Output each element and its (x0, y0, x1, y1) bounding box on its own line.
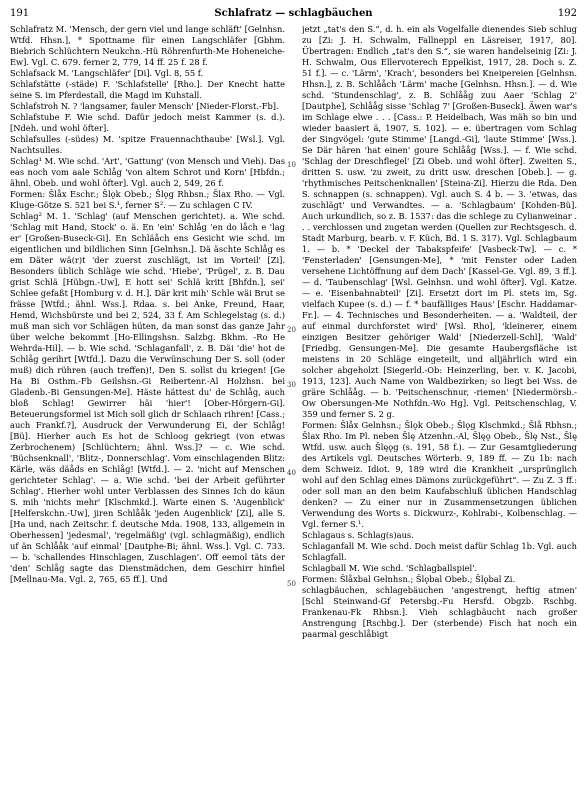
dictionary-entry: Schlafsulles (-südes) M. 'spitze Frauennachthaube' [Wsl.]. Vgl. Nachtsulles. (10, 134, 285, 155)
line-number: 10 (287, 161, 296, 169)
line-number-gutter (285, 24, 302, 800)
line-number: 40 (287, 469, 296, 477)
dictionary-entry: Schlagball M. Wie schd. 'Schlagballspiel'. (302, 563, 478, 573)
running-title: Schlafratz — schlagbäuchen (214, 8, 373, 19)
dictionary-entry: Schlafstube F. Wie schd. Dafür jedoch meist Kammer (s. d.). [Ndeh. und wohl öfter]. (10, 112, 285, 133)
right-page-number: 192 (557, 8, 577, 19)
dictionary-entry: Schlag¹ M. Wie schd. 'Art', 'Gattung' (von Mensch und Vieh). Das eas noch vom aale Schlåg 'von altem Schrot und Korn' [Hbfdn.; ähnl. Obeb. und wohl öfter]. Vgl. auch 2, 549, 26 f. (10, 156, 285, 188)
right-column (302, 24, 577, 800)
dictionary-entry: Formen: Šlåx Gelnhsn.; Šlǫk Obeb.; Šlǫg Klschmkd.; Šlå Rbhsn.; Šlax Rho. Im Pl. neben Šlę Atzenhn.-Al, Šlęǫ Obeb., Šlę Nst., Šlę Wtfd. usw. auch Šlęǫg (s. 191, 58 f.). — Zur Gesamtgliederung des Artikels vgl. Deutsches Wörterb. 9, 189 ff. — Zu 1b: nach dem Schweiz. Idiot. 9, 189 wird die Krankheit „ursprünglich wohl auf den Schlag eines Dämons zurückgeführt“. — Zu Z. 3 ff.: oder soll man an den beim Kaufabschluß üblichen Handschlag denken? — Zu einer nur in Zusammensetzungen üblichen Verwendung des Worts s. Dickwurz-, Kohlrabi-, Kolbenschlag. — Vgl. ferner S.¹. (302, 420, 577, 529)
dictionary-entry: Schlafratz M. 'Mensch, der gern viel und lange schläft' [Gelnhsn. Wtfd. Hhsn.], * Spottname für einen Langschläfer [Gbhm. Biebrich Schlüchtern Neukchn.-Hü Röhrenfurth-Me Hoheneiche-Ew]. Vgl. C. 679. ferner 2, 779, 14 ff. 25 f. 28 f. (10, 24, 285, 67)
line-number: 50 (287, 580, 296, 588)
dictionary-entry: Schlafstroh N. ? 'langsamer, fauler Mensch' [Nieder-Florst.-Fb]. (10, 101, 279, 111)
dictionary-entry: Schlafsack M. 'Langschläfer' [Di]. Vgl. 8, 55 f. (10, 68, 204, 78)
dictionary-entry: Schlag² M. 1. 'Schlag' (auf Menschen gerichtet). a. Wie schd. 'Schlag mit Hand, Stock' o. ä. En 'ein' Schlåg 'en do låch e 'lag er' [Großen-Buseck-Gi]. En Schläåch ens Gesicht wie schd. im eigentlichen und bildlichen Sinn [Gelnhsn.]. Dä äschte Schlåg es em Däter wä(r)t 'der zuerst zuschlägt, ist im Vorteil' [Zi]. Besonders üblich Schläge wie schd. 'Hiebe', 'Prügel', z. B. Dau grist Schlä [Hübgn.-Uw], E hott sei' Schlä kritt [Bhfdn.], sei' Schlee gefaßt [Homburg v. d. H.]. Där krit mih' Schle wäi Brut se frässe [Wtfd.; ähnl. Wss.]. Rdaa. s. bei Anke, Freund, Haar, Hemd, Wichsbürste und bei 2, 524, 33 f. Am Schlegelstag (s. d.) muß man sich vor Schlägen hüten, da man sonst das ganze Jahr über welche bekommt [Ho-Ellingshsn. Salzbg. Bkhm. -Ro He Wehrda-Hil]. — b. Wie schd. 'Schlaganfall', z. B. Däi 'die' hot de Schlåg gerihrt [Wtfd.]. Dazu die Verwünschung Der S. soll (oder muß) dich rühren (auch treffen)!, Den S. sollst du kriegen! [Ge Ha Bi Osthm.-Fb Geilshsn.-Gi Reibertenr.-Al Holzhsn. bei Gladenb.-Bi Gensungen-Me]. Häste hättest du' de Schlåg, auch bloß Schlag! Gewirrer häi 'hier'! [Ober-Hörgern-Gi]. Beteuerungsformel ist Mich soll glich dr Schlaach rihren! [Cass.; auch Frankf.?], Ausdruck der Verwunderung Ei, der Schlåg! [Bü]. Hierher auch Es hot de Schloog gekriegt (von etwas Zerbrochenem) [Schlüchtern; ähnl. Wss.]? — c. Wie schd. 'Büchsenknall', 'Blitz-, Donnerschlag'. Vom einschlagenden Blitz: Kärle, wäs däåds en Schlåg! [Wtfd.]. — 2. 'nicht auf Menschen gerichteter Schlag'. — a. Wie schd. 'bei der Arbeit geführter Schlag'. Hierher wohl unter Verblassen des Sinnes Ich do käun S. mih 'nichts mehr' [Klschmkd.]. Warte einen S. 'Augenblick' [Helferskchn.-Uw], jiren Schlååk 'jeden Augenblick' [Zi], alle S. [Ha und, nach Zeitschr. f. deutsche Mda. 1908, 133, allgemein in Oberhessen] 'jedesmal', 'regelmäßig' (vgl. schlagmäßig), endlich uf än Schlååk 'auf einmal' [Dautphe-Bi; ähnl. Wss.]. Vgl. C. 733. — b. 'schallendes Hinschlagen, Zuschlagen'. Off eemol täts der 'den' Schlåg sagte das Dienstmädchen, dem Geschirr hinfiel [Mellnau-Ma. Vgl. 2, 765, 65 ff.]. Und (10, 211, 285, 584)
dictionary-entry: Schlafstätte (-städe) F. 'Schlafstelle' [Rho.]. Der Knecht hatte seine S. im Pferdestall, die Magd im Kuhstall. (10, 79, 285, 100)
left-column (10, 24, 285, 800)
page-header (10, 8, 577, 24)
line-number: 20 (287, 326, 296, 334)
dictionary-entry: Formen: Šlåxbal Gelnhsn.; Šlǫbal Obeb.; Šlǫbal Zi. (302, 574, 516, 584)
left-page-number: 191 (10, 8, 30, 19)
dictionary-entry: jetzt „tat's den S.“, d. h. ein als Vogelfalle dienendes Sieb schlug zu [Zi: J. H. Schwalm, Fallneppl en Läsreiser, 1917, 80]. Übertragen: Endlich „tat's den S.“, sie waren handelseinig [Zi: J. H. Schwalm, Ous Ellervoterech Eppelkist, 1917, 28. Doch s. Z. 51 f.]. — c. 'Lärm', 'Krach', besonders bei Kneipereien [Gelnhsn. Hhsn.], z. B. Schlååch 'Lärm' mache [Gelnhsn. Hhsn.]. — d. Wie schd. 'Stundenschlag', z. B. Schlååg zuu Aaer 'Schlag 2' [Dautphe], Schlååg sisse 'Schlag 7' [Großen-Buseck]. Äwen war's im Schlage elwe . . . [Cass.: P. Heidelbach, Was mäh so bin und wieder baasiert ä, 1907, S. 102]. — e. übertragen vom Schlag der Singvögel: 'gute Stimme' [Langd.-Gi], 'laute Stimme' [Wss.]. Se Där hären 'hat einen' goure Schlååg [Wss.]. — f. Wie schd. 'Schlag der Dreschflegel' [Zi Obeb. und wohl öfter]. Zweiten S., dritten S. usw. 'zu zweit, zu dritt usw. dreschen [Obeb.]. — g. 'rhythmisches Peitschenknallen' [Steina-Zi]. Hierzu die Rda. Den S. schnappen (s. schnappen). Vgl. auch S. 4 b. — 3. 'etwas, das zuschlägt' und Verwandtes. — a. 'Schlagbaum' [Kohden-Bü]. Auch urkundlich, so z. B. 1537: das die schlege zu Cylianweinar . . . verchlossen und zugetan werden (Quellen zur Rechtsgesch. d. Stadt Marburg, bearb. v. F. Küch, Bd. 1 S. 317). Vgl. Schlagbaum 1. — b. * 'Deckel der Tabakspfeife' [Vasbeck-Tw]. — c. * 'Fensterladen' [Gensungen-Me], * 'mit Fenster oder Laden versehene Lichtöffnung auf dem Dach' [Kassel-Ge. Vgl. 89, 3 ff.]. — d. 'Taubenschlag' [Wsl. Gelnhsn. und wohl öfter]. Vgl. Katze. — e. 'Eisenbahnabteil' [Zi]. Ersetzt dort im Pl. stets im, Sg. vielfach Kupee (s. d.) — f. * baufälliges Haus' [Eschr. Haddamar-Fr.]. — 4. Technisches und Besonderheiten. — a. 'Waldteil, der auf einmal durchforstet wird' [Wsl. Rho], 'kleinerer, einem einzigen Besitzer gehöriger Wald' [Niederzell-Schl], 'Wald' [Friedbg. Gensungen-Me]. Die gesamte Haubergsfläche ist meistens in 20 Schläge eingeteilt, und alljährlich wird ein solcher abgeholzt [Siegerld.-Ob: Heinzerling, ber. v. K. Jacobi, 1913, 123]. Auch Name von Waldbezirken; so liegt bei Wss. de gräre Schlååg. — b. 'Peitschenschnur, -riemen' [Niedermörsb.-Ow Obersungen-Me Nothfdn.-Wo Hg]. Vgl. Peitschenschlag, V. 359 und ferner S. 2 g. (302, 24, 577, 419)
line-number: 30 (287, 381, 296, 389)
dictionary-entry: schlagbäuchen, schlagebäuchen 'angestrengt, heftig atmen' [Schl Steinwand-Gf Petersbg.-Fu Hersfd. Obgzb. Rschbg. Frankenau-Fk Rhbsn.]. Vieh schlagbäucht nach großer Anstrengung [Rschbg.]. Der (sterbende) Fisch hat noch ein paarmal geschlåbigt (302, 585, 577, 639)
dictionary-entry: Schlagaus s. Schlag(s)aus. (302, 530, 414, 540)
dictionary-entry: Formen: Šlåx Eschr.; Šlǫk Obeb.; Šlǫg Rhbsn.; Šlax Rho. — Vgl. Kluge-Götze S. 521 bei S.¹, ferner S². — Zu schlagen C IV. (10, 189, 285, 210)
text-columns (10, 24, 577, 800)
dictionary-entry: Schlaganfall M. Wie schd. Doch meist dafür Schlag 1b. Vgl. auch Schlagfall. (302, 541, 577, 562)
